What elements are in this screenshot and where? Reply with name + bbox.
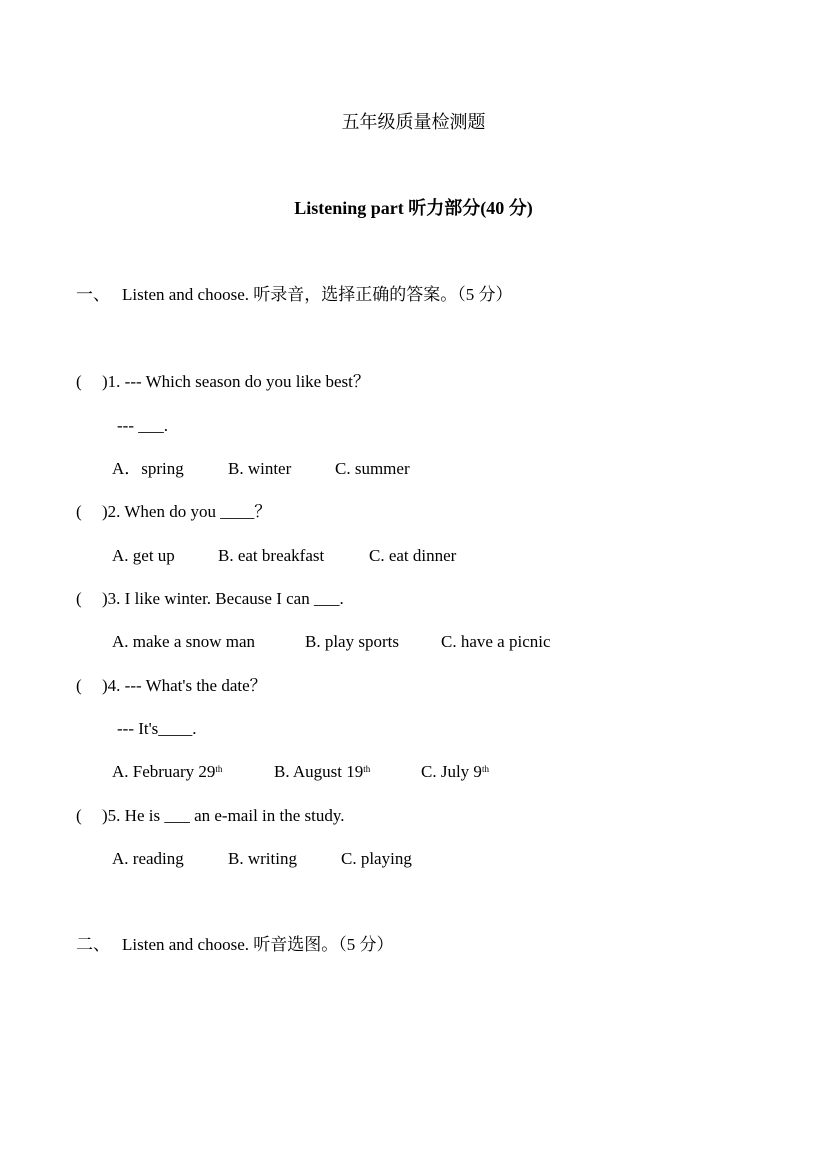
section-1-number: 一、 [76, 285, 110, 304]
section-1-heading [76, 284, 513, 306]
question-text: )3. I like winter. Because I can ___. [102, 589, 344, 608]
question-4-answer-line: --- It's____. [117, 719, 197, 738]
ordinal-suffix: th [363, 764, 371, 774]
option-c: C. eat dinner [369, 546, 457, 565]
option-b: B. play sports [305, 632, 399, 651]
option-c-text: C. July 9 [421, 762, 482, 781]
question-2-options [112, 545, 456, 567]
option-c: C. have a picnic [441, 632, 551, 651]
option-a: A．spring [112, 459, 184, 478]
section-2-instruction: Listen and choose. 听音选图。（5 分） [122, 935, 394, 954]
question-3-options [112, 631, 551, 653]
ordinal-suffix: th [481, 764, 489, 774]
page-title: 五年级质量检测题 [341, 112, 486, 132]
question-2 [76, 501, 271, 523]
question-text: )4. --- What's the date？ [102, 676, 267, 695]
question-5-options [112, 848, 412, 870]
option-a [112, 761, 274, 783]
answer-bracket[interactable]: ( [76, 589, 82, 608]
question-1-answer-line: --- ___. [117, 416, 168, 435]
option-a: A. reading [112, 849, 184, 868]
question-3 [76, 588, 344, 610]
question-4 [76, 675, 267, 697]
option-b: B. writing [228, 849, 297, 868]
option-c: C. summer [335, 459, 410, 478]
question-1 [76, 371, 370, 393]
option-a: A. make a snow man [112, 632, 256, 651]
answer-bracket[interactable]: ( [76, 676, 82, 695]
answer-bracket[interactable]: ( [76, 372, 82, 391]
ordinal-suffix: th [215, 764, 223, 774]
question-1-options [112, 458, 410, 480]
option-b [274, 761, 421, 783]
answer-bracket[interactable]: ( [76, 806, 82, 825]
question-text: )5. He is ___ an e-mail in the study. [102, 806, 345, 825]
section-2-heading [76, 934, 394, 956]
option-a-text: A. February 29 [112, 762, 216, 781]
section-2-number: 二、 [76, 935, 110, 954]
question-text: )1. --- Which season do you like best？ [102, 372, 370, 391]
option-c: C. playing [341, 849, 412, 868]
option-b-text: B. August 19 [274, 762, 364, 781]
option-b: B. winter [228, 459, 292, 478]
question-5 [76, 805, 345, 827]
option-b: B. eat breakfast [218, 546, 325, 565]
question-4-options [112, 761, 489, 783]
answer-bracket[interactable]: ( [76, 502, 82, 521]
section-1-instruction: Listen and choose. 听录音，选择正确的答案。（5 分） [122, 285, 513, 304]
section-heading: Listening part 听力部分(40 分) [294, 198, 533, 218]
option-c [421, 761, 489, 783]
option-a: A. get up [112, 546, 175, 565]
question-text: )2. When do you ____？ [102, 502, 272, 521]
